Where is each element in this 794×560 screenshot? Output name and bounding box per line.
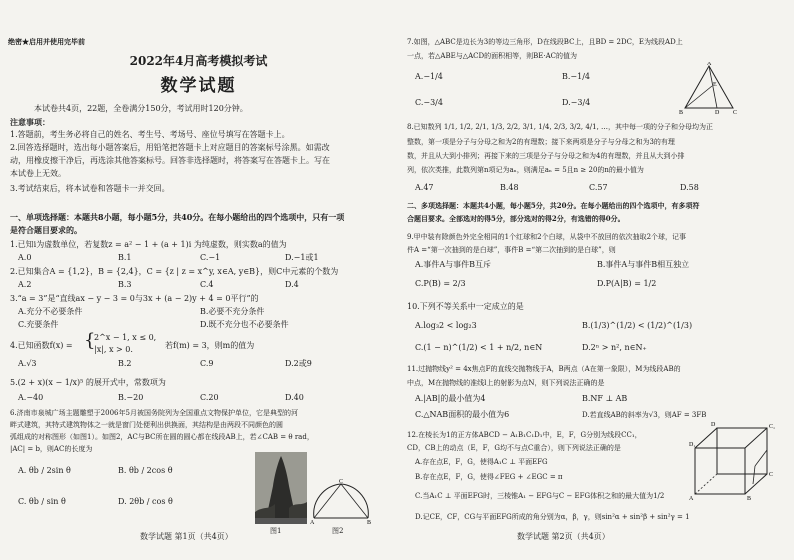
svg-text:D: D	[715, 110, 720, 114]
option: A.−40	[18, 393, 44, 402]
option: D.记CE，CF，CG与平面EFG所成的角分别为α，β，γ，则sin²α + sin²β + sin²γ = 1	[415, 513, 690, 521]
figure-1-label: 图1	[270, 527, 282, 535]
question-6: 6.济南市泉城广场主题雕塑于2006年5月被国务院列为全国重点文物保护单位，它是典型的河	[10, 409, 298, 417]
option: B.事件A与事件B相互独立	[597, 260, 690, 269]
option: D.58	[680, 183, 699, 192]
svg-text:A: A	[689, 496, 694, 500]
section-1-heading: 一、单项选择题：本题共8小题，每小题5分，共40分。在每小题给出的四个选项中，只有一项	[10, 212, 345, 222]
option: B.存在点E，F，G，使得∠FEG + ∠EGC = π	[415, 473, 563, 481]
question-4: 4.已知函数f(x) =	[10, 341, 73, 350]
question-10: 10.下列不等关系中一定成立的是	[407, 302, 524, 311]
svg-text:C₁: C₁	[769, 424, 776, 430]
cube-diagram	[687, 420, 777, 500]
svg-text:E: E	[713, 82, 717, 88]
question-5: 5.(2 + x)(x − 1/x)⁵ 的展开式中，常数项为	[10, 378, 166, 387]
option: D.若直线AB的斜率为√3，则AF = 3FB	[582, 411, 707, 419]
svg-text:A: A	[707, 62, 712, 67]
option: D.40	[285, 393, 304, 402]
svg-text:C: C	[733, 110, 738, 114]
section-2-heading: 二、多项选择题：本题共4小题，每小题5分，共20分。在每小题给出的四个选项中，有多项符	[407, 201, 700, 210]
option: C.−3/4	[415, 98, 443, 107]
option: B.−20	[118, 393, 144, 402]
question-3: 3.“a = 3”是“直线ax − y − 3 = 0与3x + (a − 2)y + 4 = 0平行”的	[10, 294, 259, 303]
svg-text:C: C	[339, 479, 344, 485]
notes-heading: 注意事项：	[10, 117, 50, 127]
option: C.△NAB面积的最小值为6	[415, 410, 510, 419]
triangle-diagram	[679, 62, 739, 114]
option: C. θb / sin θ	[18, 497, 66, 506]
option: A.log₃2 < log₂3	[415, 321, 477, 330]
subject-title: 数学试题	[160, 76, 237, 96]
note-line: 1.答题前，考生务必将自己的姓名、考生号、考场号、座位号填写在答题卡上。	[10, 130, 290, 139]
question-7: 7.如图，△ABC是边长为3的等边三角形，D在线段BC上，且BD = 2DC，E为线段AD上	[407, 38, 683, 46]
option: A.|AB|的最小值为4	[415, 394, 486, 403]
sculpture-photo	[255, 452, 307, 524]
option: A.√3	[18, 359, 37, 368]
option: C.4	[200, 280, 214, 289]
option: A.2	[18, 280, 32, 289]
svg-text:D₁: D₁	[689, 442, 696, 448]
question-8: 8.已知数列 1/1, 1/2, 2/1, 1/3, 2/2, 3/1, 1/4, 2/3, 3/2, 4/1, …，其中每一项的分子和分母均为正	[407, 123, 714, 131]
option: B.1	[118, 253, 132, 262]
question-9: 件A =“第一次抽到的是白球”，事件B =“第二次抽到的是白球”，则	[407, 246, 616, 254]
question-1: 1.已知i为虚数单位，若复数z = a² − 1 + (a + 1)i 为纯虚数，则实数a的值为	[10, 240, 287, 249]
option: B.必要不充分条件	[200, 307, 265, 316]
option: C.57	[589, 183, 608, 192]
option: D.P(A|B) = 1/2	[597, 279, 657, 288]
svg-text:D: D	[711, 422, 716, 428]
section-2-heading: 合题目要求。全部选对的得5分，部分选对的得2分，有选错的得0分。	[407, 214, 625, 223]
option: C.20	[200, 393, 219, 402]
option: D.−1或1	[285, 253, 319, 262]
question-8: 列，依次类推，此数列第n项记为aₙ，则满足aₙ = 5且n ≥ 20的n的最小值为	[407, 166, 644, 174]
question-4-tail: 若f(m) = 3，则m的值为	[165, 341, 255, 350]
option: A.−1/4	[415, 72, 443, 81]
question-6: |AC| = b，则AC的长度为	[10, 445, 93, 453]
option: D.既不充分也不必要条件	[200, 320, 289, 329]
option: C.−1	[200, 253, 221, 262]
svg-text:B: B	[747, 496, 752, 500]
note-line: 动，用橡皮擦干净后，再选涂其他答案标号。回答非选择题时，将答案写在答题卡上。写在	[10, 156, 330, 165]
figure-2-label: 图2	[332, 527, 344, 535]
question-11: 11.过抛物线y² = 4x焦点F的直线交抛物线于A，B两点（A在第一象限），M为线段AB的	[407, 365, 681, 373]
option: B.(1/3)^(1/2) < (1/2)^(1/3)	[582, 321, 693, 330]
page-2	[397, 0, 794, 560]
question-11: 中点，M在抛物线的准线l上的射影为点N，则下列说法正确的是	[407, 379, 605, 387]
option: C.(1 − n)^(1/2) < 1 + n/2, n∈N	[415, 343, 543, 352]
option: C.P(B) = 2/3	[415, 279, 466, 288]
option: A.47	[415, 183, 434, 192]
option: B.−1/4	[562, 72, 590, 81]
question-6: 弧组成的对称图形（如图1）。如图2，AC与BC所在圆的圆心都在线段AB上，若∠CAB = θ rad，	[10, 433, 314, 441]
note-line: 3.考试结束后，将本试卷和答题卡一并交回。	[10, 184, 170, 193]
question-7: 一点，若△ABE与△ACD的面积相等，则BE·AC的值为	[407, 52, 577, 60]
option: B. θb / 2cos θ	[118, 466, 173, 475]
secret-label: 绝密★启用并使用完毕前	[8, 37, 85, 46]
option: A.充分不必要条件	[18, 307, 83, 316]
option: B.3	[118, 280, 132, 289]
section-1-heading: 是符合题目要求的。	[10, 225, 82, 235]
brace-glyph: {	[84, 330, 96, 351]
option: D.4	[285, 280, 299, 289]
svg-text:B: B	[367, 520, 372, 524]
question-9: 9.甲中装有除颜色外完全相同的1个红球和2个白球，从袋中不放回的依次抽取2个球，记事	[407, 233, 687, 241]
option: C.充要条件	[18, 320, 59, 329]
option: C.9	[200, 359, 214, 368]
intro-text: 本试卷共4页，22题，全卷满分150分，考试用时120分钟。	[34, 104, 248, 113]
option: D.2ⁿ > n², n∈N₊	[582, 343, 647, 352]
question-8: 整数，第一项是分子与分母之和为2的有理数；接下来两项是分子与分母之和为3的有理	[407, 138, 675, 146]
note-line: 本试卷上无效。	[10, 169, 66, 178]
piecewise-case: 2^x − 1, x ≤ 0,	[94, 333, 157, 342]
note-line: 2.回答选择题时，选出每小题答案后，用铅笔把答题卡上对应题目的答案标号涂黑。如需改	[10, 143, 330, 152]
option: D.2或9	[285, 359, 312, 368]
option: C.当A₁C ⊥ 平面EFG时，三棱锥A₁ − EFG与C − EFG体积之和的最大值为1/2	[415, 492, 665, 500]
option: A.存在点E，F，G，使得A₁C ⊥ 平面EFG	[415, 458, 548, 466]
arc-diagram	[310, 478, 372, 524]
question-12: CD，CB上的动点（E，F，G均不与点C重合），则下列说法正确的是	[407, 444, 621, 452]
option: A.事件A与事件B互斥	[415, 260, 491, 269]
question-2: 2.已知集合A = {1,2}，B = {2,4}，C = {z | z = x^y, x∈A, y∈B}，则C中元素的个数为	[10, 267, 339, 276]
question-6: 畔式建筑，其特式建筑物体之一就是窗门处便利出供换面，其结构是由两段不同颜色的圆	[10, 421, 283, 429]
svg-text:B: B	[679, 110, 684, 114]
option: D.−3/4	[562, 98, 591, 107]
svg-text:C: C	[769, 472, 774, 478]
svg-text:A: A	[310, 520, 315, 524]
page-footer: 数学试题 第2页（共4页）	[517, 532, 610, 541]
option: B.2	[118, 359, 132, 368]
option: B.48	[500, 183, 519, 192]
option: B.NF ⊥ AB	[582, 394, 628, 403]
question-12: 12.在棱长为1的正方体ABCD − A₁B₁C₁D₁中，E，F，G分别为线段CC₁，	[407, 431, 642, 439]
option: D. 2θb / cos θ	[118, 497, 173, 506]
page-footer: 数学试题 第1页（共4页）	[140, 532, 233, 541]
exam-title: 2022年4月高考模拟考试	[129, 54, 268, 68]
option: A. θb / 2sin θ	[18, 466, 71, 475]
question-8: 数，并且从大到小排列；再接下来的三项是分子与分母之和为4的有理数，并且从大到小排	[407, 152, 685, 160]
option: A.0	[18, 253, 32, 262]
piecewise-case: |x|, x > 0.	[94, 345, 133, 354]
